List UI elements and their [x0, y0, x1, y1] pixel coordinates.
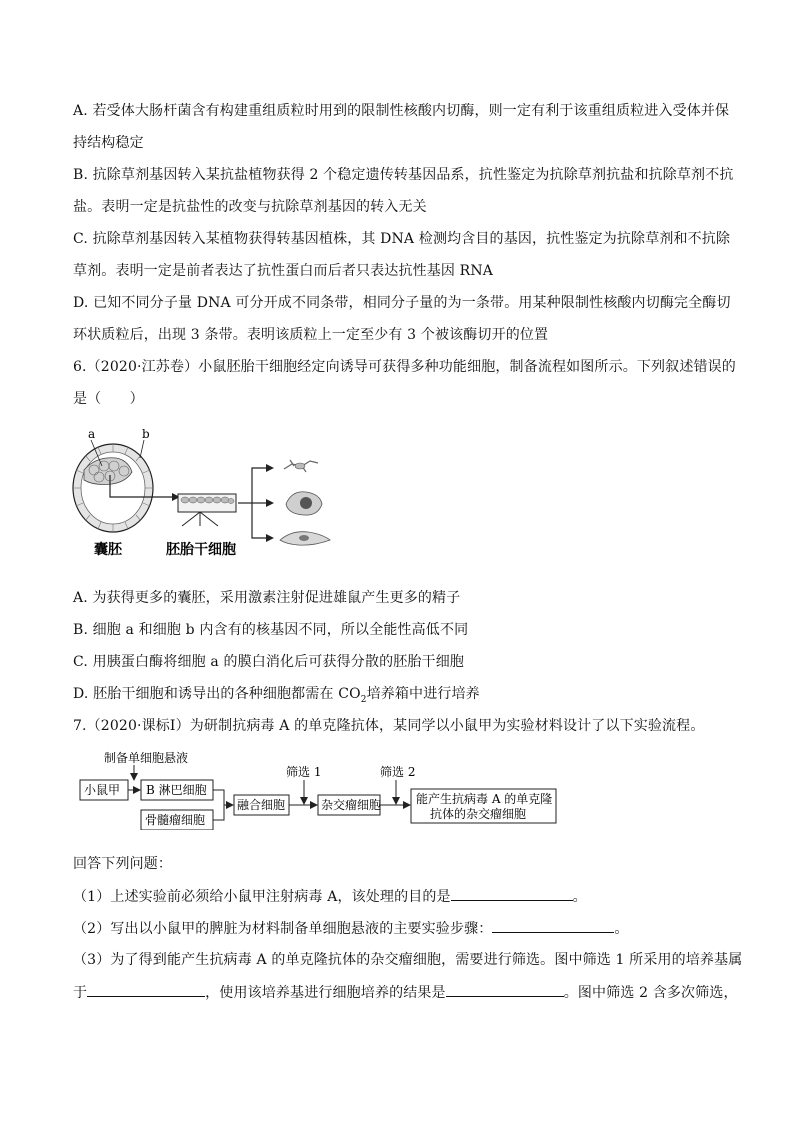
- q5-option-a-line2: 持结构稳定: [73, 135, 144, 151]
- screen2-label: 筛选 2: [380, 765, 416, 779]
- q5-option-c-line1: C. 抗除草剂基因转入某植物获得转基因植株，其 DNA 检测均含目的基因，抗性鉴定为抗除草剂和不抗除: [73, 231, 731, 247]
- q6-option-d: [73, 684, 480, 710]
- answer-blank-1[interactable]: [451, 886, 573, 901]
- label-a: a: [88, 427, 96, 441]
- answer-blank-2[interactable]: [492, 918, 614, 933]
- q7-part3-line1: （3）为了得到能产生抗病毒 A 的单克隆抗体的杂交瘤细胞，需要进行筛选。图中筛选 1 所采用的培养基属: [73, 952, 743, 968]
- q6-option-d-text: D. 胚胎干细胞和诱导出的各种细胞都需在 CO: [73, 686, 361, 702]
- result-line2: 抗体的杂交瘤细胞: [430, 807, 527, 821]
- q7-part2-text: （2）写出以小鼠甲的脾脏为材料制备单细胞悬液的主要实验步骤：: [73, 921, 493, 937]
- flowchart: [74, 748, 574, 830]
- answer-blank-3[interactable]: [87, 982, 205, 997]
- caption-stem-cell: 胚胎干细胞: [166, 542, 236, 558]
- q7-part3-text: 于: [73, 985, 88, 1001]
- q5-option-b-line2: 盐。表明一定是抗盐性的改变与抗除草剂基因的转入无关: [73, 199, 427, 215]
- q5-option-d-line1: D. 已知不同分子量 DNA 可分开成不同条带，相同分子量的为一条带。用某种限制性核酸内切酶完全酶切: [73, 295, 731, 311]
- q6-stem-line1: 6.（2020·江苏卷）小鼠胚胎干细胞经定向诱导可获得多种功能细胞，制备流程如图所示。下列叙述错误的: [73, 359, 736, 375]
- label-b: b: [142, 427, 150, 441]
- q7-part3-mid: ，使用该培养基进行细胞培养的结果是: [205, 985, 446, 1001]
- caption-blastocyst: 囊胚: [94, 542, 122, 558]
- q6-option-d-text-end: 培养箱中进行培养: [366, 686, 480, 702]
- q6-option-c: C. 用胰蛋白酶将细胞 a 的膜白消化后可获得分散的胚胎干细胞: [73, 654, 465, 670]
- blastocyst-figure: [66, 420, 366, 560]
- q6-option-b: B. 细胞 a 和细胞 b 内含有的核基因不同，所以全能性高低不同: [73, 622, 469, 638]
- screen1-label: 筛选 1: [286, 765, 322, 779]
- answer-blank-4[interactable]: [446, 982, 564, 997]
- q5-option-c-line2: 草剂。表明一定是前者表达了抗性蛋白而后者只表达抗性基因 RNA: [73, 263, 493, 279]
- elongated-cell-icon: [280, 532, 330, 545]
- q7-part2: [73, 918, 629, 939]
- prep-label: 制备单细胞悬液: [104, 751, 189, 765]
- mouse-box: 小鼠甲: [84, 783, 121, 797]
- q7-stem: 7.（2020·课标Ⅰ）为研制抗病毒 A 的单克隆抗体，某同学以小鼠甲为实验材料设计了以下实验流程。: [73, 718, 705, 734]
- q7-part1: [73, 886, 587, 907]
- fused-box: 融合细胞: [237, 798, 286, 812]
- q6-option-a: A. 为获得更多的囊胚，采用激素注射促进雄鼠产生更多的精子: [73, 590, 461, 606]
- q5-option-d-line2: 环状质粒后，出现 3 条带。表明该质粒上一定至少有 3 个被该酶切开的位置: [73, 327, 549, 343]
- nerve-cell-icon: [284, 460, 318, 472]
- q7-part3-end: 。图中筛选 2 含多次筛选，: [563, 985, 738, 1001]
- result-line1: 能产生抗病毒 A 的单克隆: [416, 792, 553, 806]
- q6-stem-line2: 是（ ）: [73, 391, 144, 407]
- q7-part3-line2: [73, 982, 738, 1003]
- q7-part1-text: （1）上述实验前必须给小鼠甲注射病毒 A，该处理的目的是: [73, 889, 451, 905]
- q5-option-a-line1: A. 若受体大肠杆菌含有构建重组质粒时用到的限制性核酸内切酶，则一定有利于该重组质粒进入受体并保: [73, 103, 730, 119]
- q5-option-b-line1: B. 抗除草剂基因转入某抗盐植物获得 2 个稳定遗传转基因品系，抗性鉴定为抗除草剂抗盐和抗除草剂不抗: [73, 167, 734, 183]
- q7-part1-end: 。: [572, 889, 587, 905]
- q7-answer-prompt: 回答下列问题：: [73, 856, 173, 872]
- round-cell-icon: [286, 492, 322, 515]
- myeloma-box: 骨髓瘤细胞: [145, 813, 206, 827]
- hybridoma-box: 杂交瘤细胞: [321, 798, 382, 812]
- q7-part2-end: 。: [614, 921, 629, 937]
- co2-subscript: 2: [360, 694, 367, 705]
- b-cell-box: B 淋巴细胞: [146, 783, 207, 797]
